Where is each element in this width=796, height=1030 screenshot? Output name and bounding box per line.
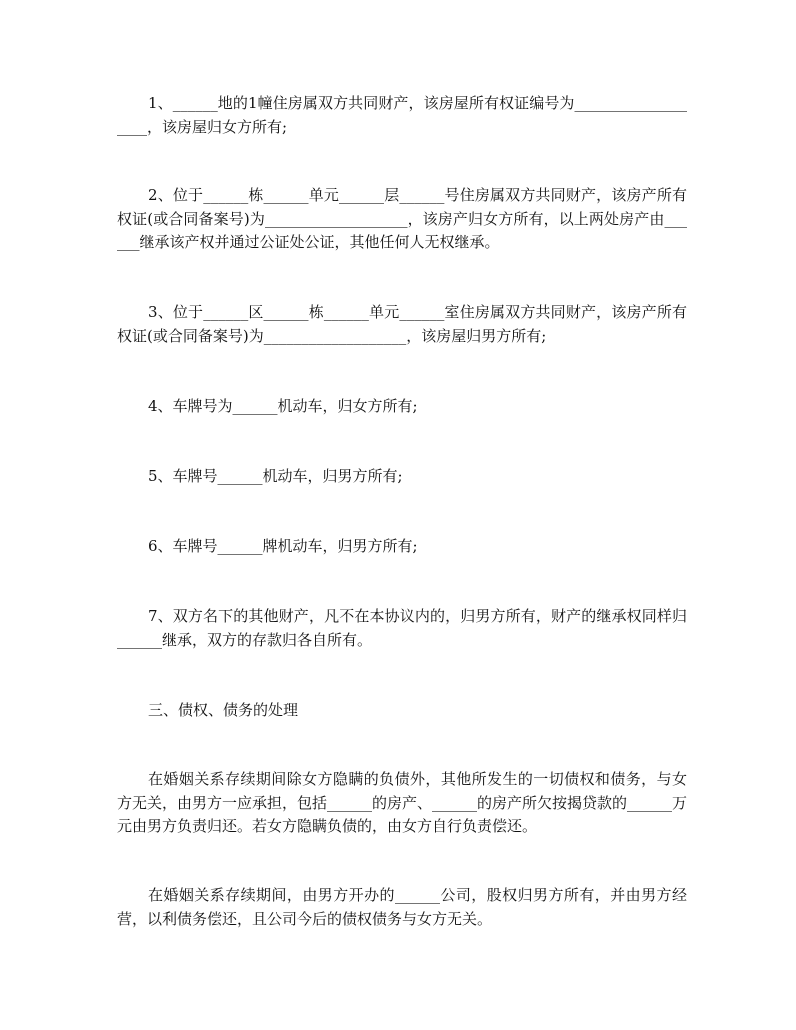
vehicle-clause-5: 5、车牌号______机动车，归男方所有; (148, 467, 403, 485)
property-clause-3: 3、位于______区______栋______单元______室住房属双方共同财产，该房产所有权证(或合同备案号)为___________________，该房屋归男方所有; (117, 303, 687, 345)
debt-clause-2: 在婚姻关系存续期间，由男方开办的______公司，股权归男方所有，并由男方经营，以利债务偿还，且公司今后的债权债务与女方无关。 (117, 886, 687, 928)
property-clause-2: 2、位于______栋______单元______层______号住房属双方共同财产，该房产所有权证(或合同备案号)为___________________，该房产归女方所有，以上两处房产由______继承该产权并通过公证处公证，其他任何人无权继承。 (117, 186, 687, 251)
property-clause-1: 1、______地的1幢住房属双方共同财产，该房屋所有权证编号为___________________，该房屋归女方所有; (117, 94, 687, 136)
vehicle-clause-6: 6、车牌号______牌机动车，归男方所有; (148, 537, 418, 555)
debt-clause-1: 在婚姻关系存续期间除女方隐瞒的负债外，其他所发生的一切债权和债务，与女方无关，由男方一应承担，包括______的房产、______的房产所欠按揭贷款的______万元由男方负责归还。若女方隐瞒负债的，由女方自行负责偿还。 (117, 770, 688, 835)
other-property-clause-7: 7、双方名下的其他财产，凡不在本协议内的，归男方所有，财产的继承权同样归______继承，双方的存款归各自所有。 (117, 607, 687, 649)
vehicle-clause-4: 4、车牌号为______机动车，归女方所有; (148, 397, 418, 415)
section-heading-debts: 三、债权、债务的处理 (148, 701, 299, 719)
